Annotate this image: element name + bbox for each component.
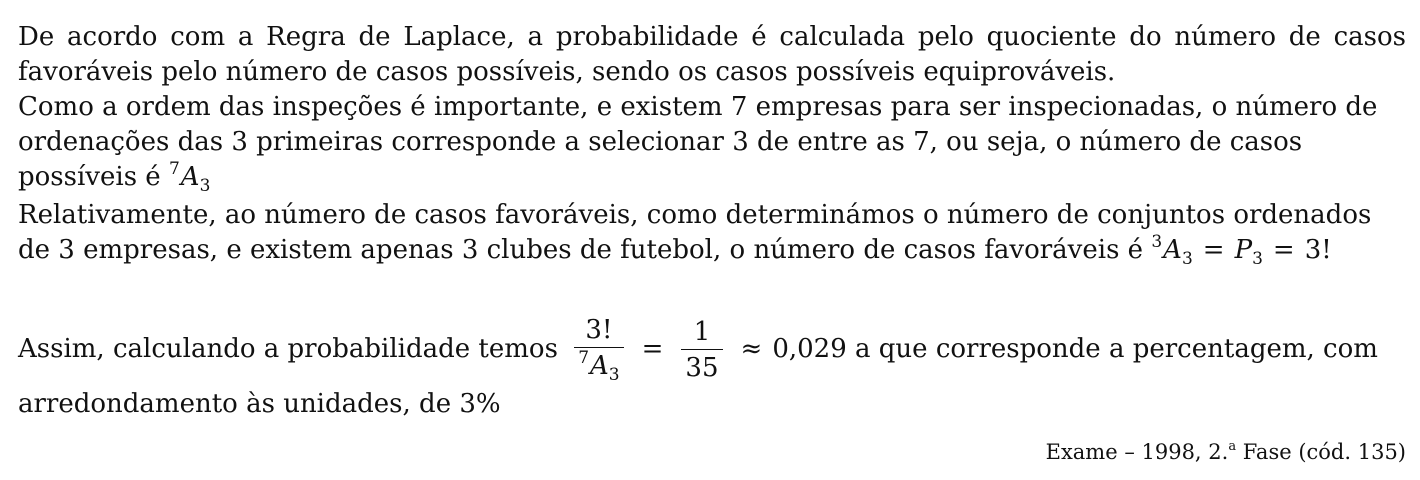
- fraction-numerator: 3!: [585, 315, 613, 345]
- fav-arrangement-sub: 3: [1181, 249, 1193, 269]
- probability-fraction: [574, 313, 623, 387]
- approx-sign: ≈: [740, 334, 763, 364]
- permutation-sub: 3: [1252, 249, 1263, 269]
- fav-arrangement-symbol: A: [1163, 235, 1182, 265]
- possible-cases-formula: [168, 159, 211, 196]
- possible-cases-paragraph: [18, 90, 1406, 198]
- exam-source-reference: [1046, 440, 1406, 464]
- approx-value: 0,029: [772, 334, 847, 364]
- fav-equals-2: =: [1272, 235, 1295, 265]
- arrangement-symbol: A: [180, 162, 200, 192]
- simplified-numerator: 1: [693, 316, 711, 347]
- laplace-rule-paragraph: De acordo com a Regra de Laplace, a probabilidade é calculada pelo quociente do número de casos favoráveis pelo número de casos possíveis, sendo os casos possíveis equiprováveis.: [18, 22, 1406, 87]
- favorable-cases-text: Relativamente, ao número de casos favoráveis, como determinámos o número de conjuntos ordenados de 3 empresas, e existem apenas 3 clubes de futebol, o número de casos favoráveis é: [18, 200, 1372, 265]
- permutation-symbol: P: [1234, 235, 1253, 265]
- favorable-cases-paragraph: [18, 198, 1406, 271]
- simplified-fraction: [681, 315, 722, 386]
- arrangement-sup: 7: [168, 159, 180, 179]
- conclusion-paragraph: [18, 313, 1406, 422]
- solution-text: [18, 20, 1406, 422]
- conclusion-text-after: a que corresponde a percentagem, com arredondamento às unidades, de 3%: [18, 334, 1378, 419]
- conclusion-equals: =: [641, 334, 664, 364]
- paragraph-spacer: [18, 271, 1406, 313]
- simplified-denominator: 35: [681, 349, 722, 386]
- denominator-sup: 7: [578, 348, 590, 368]
- exam-phase: Fase (cód. 135): [1242, 440, 1406, 464]
- denominator-symbol: A: [590, 351, 609, 381]
- conclusion-intro: Assim, calculando a probabilidade temos: [18, 334, 558, 364]
- possible-cases-text: Como a ordem das inspeções é importante, e existem 7 empresas para ser inspecionadas, o número de ordenações das 3 primeiras corresponde a selecionar 3 de entre as 7, ou seja, o número de casos possíveis é: [18, 92, 1378, 192]
- denominator-sub: 3: [608, 365, 620, 385]
- exam-name: Exame – 1998, 2.: [1045, 440, 1229, 464]
- arrangement-sub: 3: [199, 176, 211, 196]
- favorable-cases-formula: [1151, 232, 1332, 269]
- favorable-value: 3!: [1304, 235, 1332, 265]
- exam-ordinal: a: [1228, 439, 1237, 454]
- fav-arrangement-sup: 3: [1151, 232, 1163, 252]
- fav-equals-1: =: [1202, 235, 1225, 265]
- fraction-denominator: [574, 347, 623, 387]
